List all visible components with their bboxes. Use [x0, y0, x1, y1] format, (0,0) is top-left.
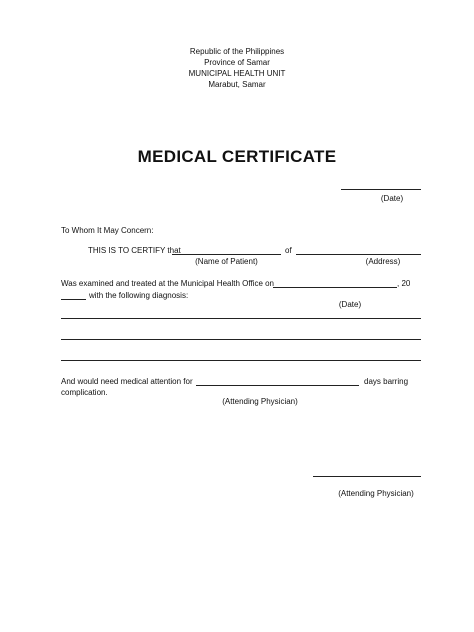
exam-year-line — [61, 299, 86, 300]
signature-label: (Attending Physician) — [338, 489, 414, 498]
date-label: (Date) — [380, 194, 404, 203]
certify-of: of — [285, 246, 292, 255]
patient-name-label: (Name of Patient) — [195, 257, 258, 266]
attention-days-line — [196, 385, 359, 386]
attention-suffix: days barring — [364, 377, 409, 386]
attention-prefix: And would need medical attention for — [61, 377, 193, 386]
exam-date-line — [273, 287, 397, 288]
date-line — [341, 189, 421, 190]
header-municipality: Marabut, Samar — [208, 80, 266, 89]
diagnosis-line-2 — [61, 339, 421, 340]
diagnosis-line-3 — [61, 360, 421, 361]
signature-line — [313, 476, 421, 477]
patient-address-label: (Address) — [365, 257, 401, 266]
patient-name-line — [172, 254, 281, 255]
diagnosis-text: with the following diagnosis: — [89, 291, 189, 300]
exam-year-suffix: , 20 — [397, 279, 411, 288]
header-province: Province of Samar — [204, 58, 270, 67]
diagnosis-line-1 — [61, 318, 421, 319]
header-unit: MUNICIPAL HEALTH UNIT — [188, 69, 286, 78]
exam-date-label: (Date) — [338, 300, 362, 309]
salutation: To Whom It May Concern: — [61, 226, 154, 235]
exam-text: Was examined and treated at the Municipal Health Office on — [61, 279, 275, 288]
attention-physician-label: (Attending Physician) — [222, 397, 298, 406]
document-title: MEDICAL CERTIFICATE — [137, 147, 337, 166]
header-republic: Republic of the Philippines — [189, 47, 285, 56]
certify-prefix: THIS IS TO CERTIFY that — [88, 246, 181, 255]
attention-complication: complication. — [61, 388, 108, 397]
patient-address-line — [296, 254, 421, 255]
